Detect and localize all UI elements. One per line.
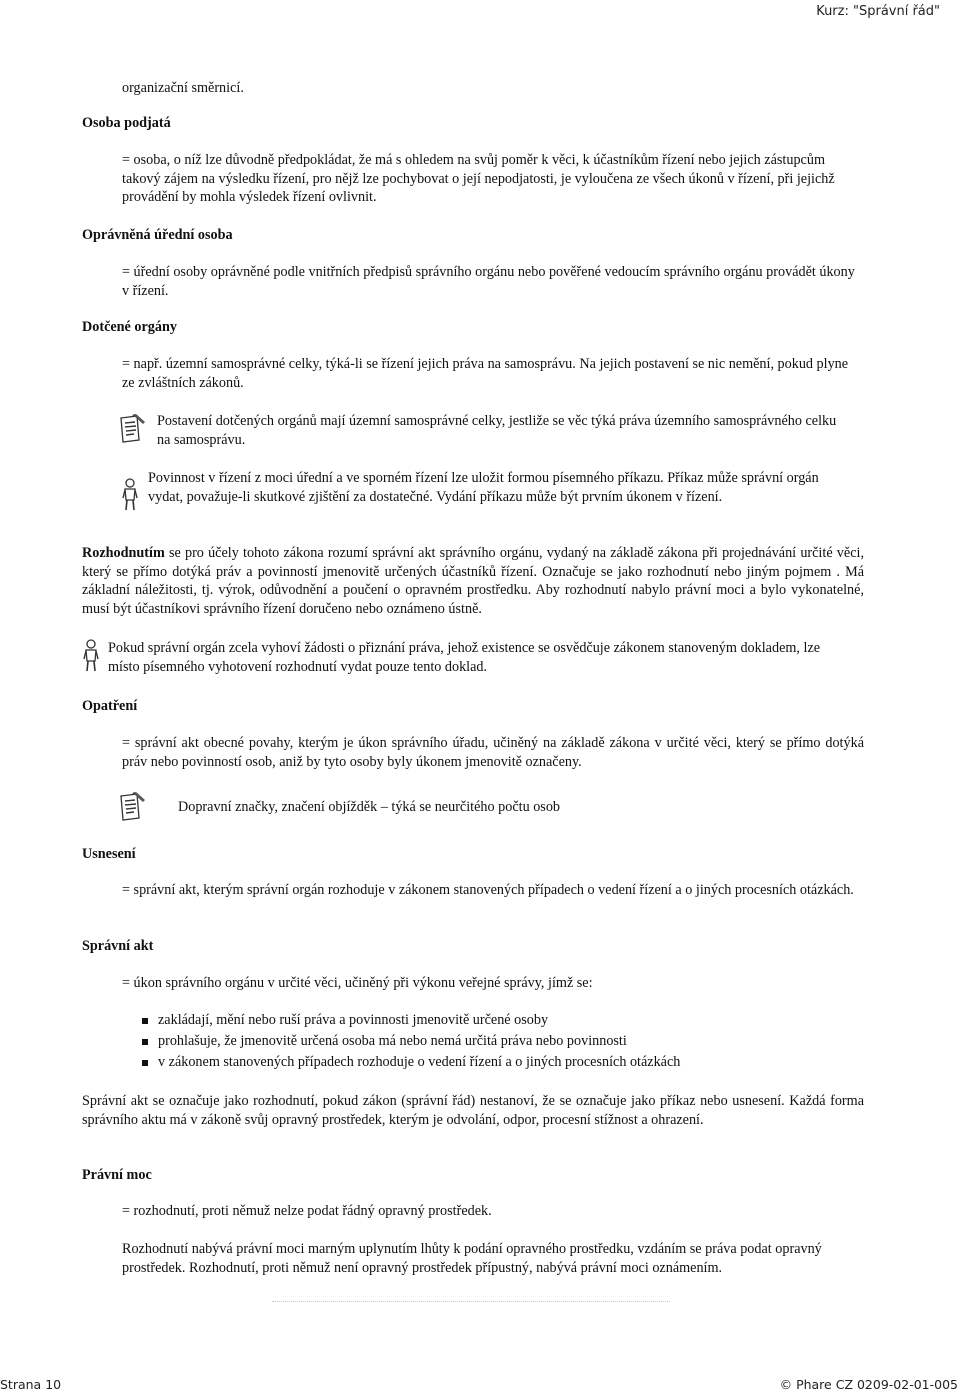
rozhodnutim-note: Pokud správní orgán zcela vyhoví žádosti o přiznání práva, jehož existence se osvědčuje zákonem stanoveným dokladem, lze místo písemného vyhotovení rozhodnutí vydat pouze tento doklad. [108, 640, 821, 675]
person-icon [121, 478, 139, 512]
page-header [0, 0, 960, 26]
copyright-text: © Phare CZ 0209-02-01-005 [779, 1377, 958, 1392]
list-item: zakládají, mění nebo ruší práva a povinnosti jmenovitě určené osoby [142, 1011, 680, 1032]
pravni-moc-text: = rozhodnutí, proti němuž nelze podat řádný opravný prostředek. [122, 1203, 492, 1219]
rozhodnutim-text: se pro účely tohoto zákona rozumí správní akt správního orgánu, vydaný na základě zákona při projednávání určité věci, který se přímo dotýká práv a povinností jmenovitě určených účastníků řízení. Označuje se jako rozhodnutí nebo jiným pojmem . Má základní náležitosti, tj. výrok, odůvodnění a poučení o opravném prostředku. Aby rozhodnutí nabylo právní moci a bylo vykonatelné, musí být účastníkovi správního řízení doručeno nebo oznámeno ústně. [82, 545, 864, 617]
page-number: Strana 10 [0, 1377, 62, 1392]
opravnena-osoba-text: = úřední osoby oprávněné podle vnitřních předpisů správního orgánu nebo pověřené vedoucím správního orgánu provádět úkony v řízení. [122, 264, 855, 299]
separator-line [272, 1301, 670, 1302]
rozhodnutim-term: Rozhodnutím [82, 545, 165, 561]
heading-osoba-podjata: Osoba podjatá [82, 115, 171, 131]
opatreni-text: = správní akt obecné povahy, kterým je úkon správního úřadu, učiněný na základě zákona v určité věci, který se přímo dotýká práv nebo povinností osob, aniž by tyto osoby byly úkonem jmenovitě označeny. [122, 735, 864, 770]
note-icon [118, 412, 148, 444]
heading-dotcene-organy: Dotčené orgány [82, 319, 177, 335]
heading-opravnena-osoba: Oprávněná úřední osoba [82, 227, 233, 243]
note-icon [118, 790, 148, 822]
dotcene-note-1: Postavení dotčených orgánů mají územní samosprávné celky, jestliže se věc týká práva územního samosprávného celku na samosprávu. [157, 413, 837, 448]
dotcene-note-2: Povinnost v řízení z moci úřední a ve sporném řízení lze uložit formou písemného příkazu. Příkaz může správní orgán vydat, považuje-li skutkové zjištění za dostatečné. Vydání příkazu může být prvním úkonem v řízení. [148, 470, 819, 505]
heading-pravni-moc: Právní moc [82, 1167, 152, 1183]
pravni-moc-text-2: Rozhodnutí nabývá právní moci marným uplynutím lhůty k podání opravného prostředku, vzdáním se práva podat opravný prostředek. Rozhodnutí, proti němuž není opravný prostředek přípustný, nabývá právní moci oznámením. [122, 1241, 822, 1276]
osoba-podjata-text: = osoba, o níž lze důvodně předpokládat, že má s ohledem na svůj poměr k věci, k účastníkům řízení nebo jejich zástupcům takový zájem na výsledku řízení, pro nějž lze pochybovat o její nepodjatosti, je vyloučena ze všech úkonů v řízení, při jejichž provádění by mohla výsledek řízení ovlivnit. [122, 152, 835, 206]
bullet-square-icon [142, 1018, 148, 1024]
heading-spravni-akt: Správní akt [82, 938, 154, 954]
list-item: v zákonem stanovených případech rozhoduje o vedení řízení a o jiných procesních otázkách [142, 1053, 680, 1074]
spravni-akt-after: Správní akt se označuje jako rozhodnutí, pokud zákon (správní řád) nestanoví, že se označuje jako příkaz nebo usnesení. Každá forma správního aktu má v zákoně svůj opravný prostředek, kterým je odvolání, odpor, procesní stížnost a ohrazení. [82, 1093, 864, 1128]
intro-end-text: organizační směrnicí. [122, 80, 244, 96]
spravni-akt-text: = úkon správního orgánu v určité věci, učiněný při výkonu veřejné správy, jímž se: [122, 975, 593, 991]
opatreni-note: Dopravní značky, značení objížděk – týká se neurčitého počtu osob [178, 799, 561, 815]
heading-opatreni: Opatření [82, 698, 138, 714]
list-item: prohlašuje, že jmenovitě určená osoba má nebo nemá určitá práva nebo povinnosti [142, 1032, 680, 1053]
heading-usneseni: Usnesení [82, 846, 136, 862]
person-icon [82, 639, 100, 673]
bullet-square-icon [142, 1039, 148, 1045]
spravni-akt-list [142, 1011, 680, 1074]
dotcene-organy-text: = např. územní samosprávné celky, týká-li se řízení jejich práva na samosprávu. Na jejich postavení se nic nemění, pokud plyne ze zvláštních zákonů. [122, 356, 849, 391]
bullet-square-icon [142, 1060, 148, 1066]
rozhodnutim-paragraph [82, 544, 864, 618]
usneseni-text: = správní akt, kterým správní orgán rozhoduje v zákonem stanovených případech o vedení řízení a o jiných procesních otázkách. [122, 882, 854, 898]
course-title: Kurz: "Správní řád" [816, 4, 940, 19]
